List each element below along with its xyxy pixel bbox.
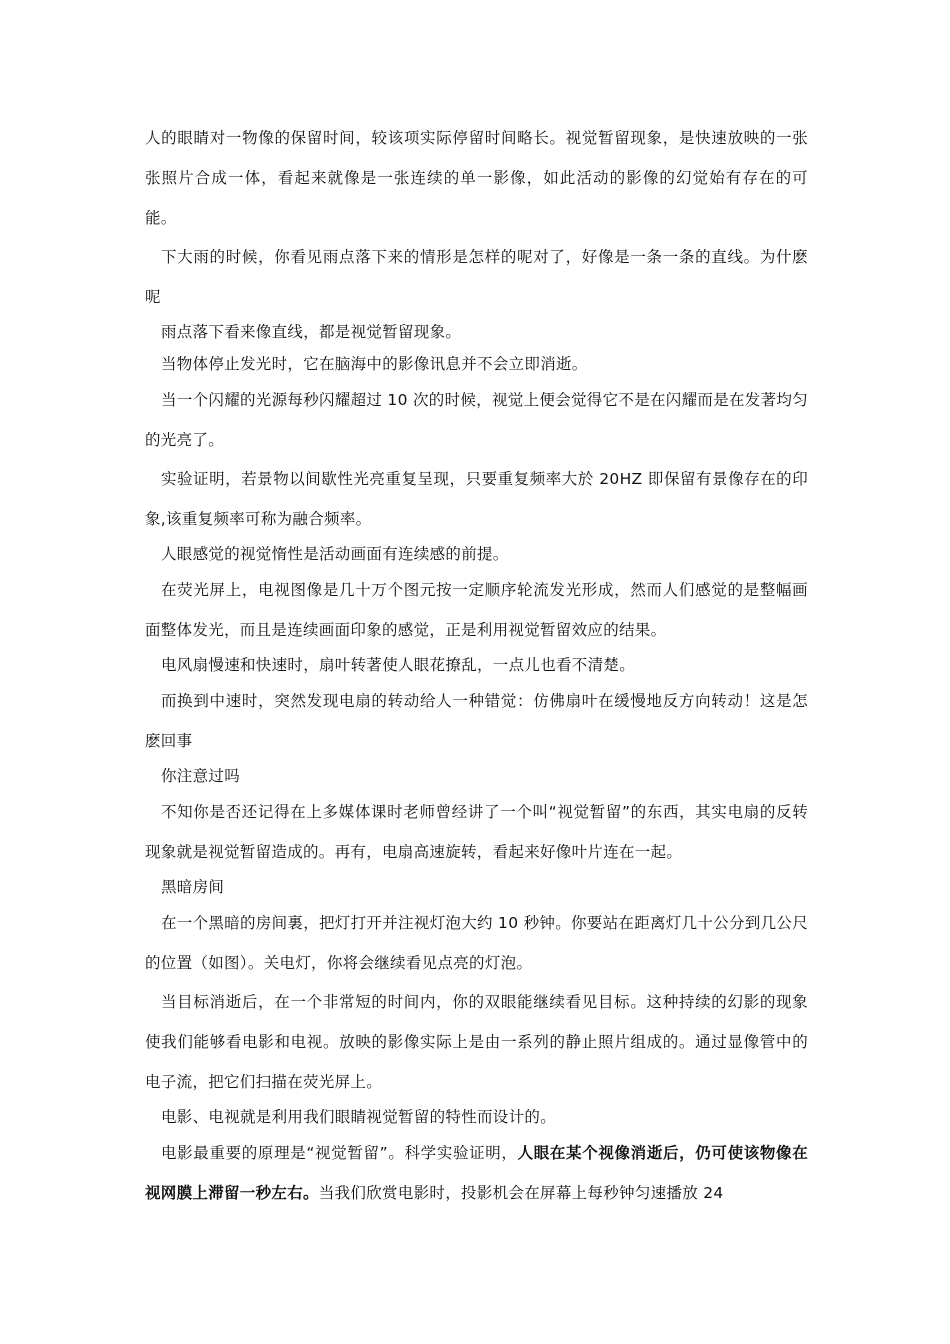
paragraph-17-part2: 当我们欣赏电影时，投影机会在屏幕上每秒钟匀速播放 24: [318, 1184, 724, 1202]
paragraph-12: 不知你是否还记得在上多媒体课时老师曾经讲了一个叫“视觉暂留”的东西，其实电扇的反转现象就是视觉暂留造成的。再有，电扇高速旋转，看起来好像叶片连在一起。: [145, 803, 808, 861]
paragraph-11: 你注意过吗: [161, 767, 241, 785]
paragraph-17: [145, 1133, 808, 1213]
paragraph-8: 在荧光屏上，电视图像是几十万个图元按一定顺序轮流发光形成，然而人们感觉的是整幅画面整体发光，而且是连续画面印象的感觉，正是利用视觉暂留效应的结果。: [145, 581, 808, 639]
paragraph-10: 而换到中速时，突然发现电扇的转动给人一种错觉：仿佛扇叶在缓慢地反方向转动！这是怎麽回事: [145, 692, 808, 750]
paragraph-14: 在一个黑暗的房间裏，把灯打开并注视灯泡大约 10 秒钟。你要站在距离灯几十公分到几公尺的位置（如图）。关电灯，你将会继续看见点亮的灯泡。: [145, 914, 808, 972]
paragraph-9: 电风扇慢速和快速时，扇叶转著使人眼花撩乱，一点儿也看不清楚。: [161, 656, 636, 674]
paragraph-4: 当物体停止发光时，它在脑海中的影像讯息并不会立即消逝。: [161, 355, 588, 373]
paragraph-13: 黑暗房间: [161, 878, 225, 896]
document-body: [145, 118, 808, 1212]
paragraph-6: 实验证明，若景物以间歇性光亮重复呈现，只要重复频率大於 20HZ 即保留有景像存在的印象,该重复频率可称为融合频率。: [145, 470, 808, 528]
paragraph-15: 当目标消逝后，在一个非常短的时间内，你的双眼能继续看见目标。这种持续的幻影的现象使我们能够看电影和电视。放映的影像实际上是由一系列的静止照片组成的。通过显像管中的电子流，把它们扫描在荧光屏上。: [145, 993, 808, 1091]
paragraph-7: 人眼感觉的视觉惰性是活动画面有连续感的前提。: [161, 545, 509, 563]
paragraph-5: 当一个闪耀的光源每秒闪耀超过 10 次的时候，视觉上便会觉得它不是在闪耀而是在发著均匀的光亮了。: [145, 391, 808, 449]
paragraph-16: 电影、电视就是利用我们眼睛视觉暂留的特性而设计的。: [161, 1108, 557, 1126]
paragraph-1: 人的眼睛对一物像的保留时间，较该项实际停留时间略长。视觉暂留现象，是快速放映的一张张照片合成一体，看起来就像是一张连续的单一影像，如此活动的影像的幻觉始有存在的可能。: [145, 129, 808, 227]
paragraph-2: 下大雨的时候，你看见雨点落下来的情形是怎样的呢对了，好像是一条一条的直线。为什麽呢: [145, 248, 808, 306]
paragraph-17-bold-text: 人眼在某个视像消逝后，仍可使该物像在视网膜上滞留一秒左右。: [145, 1144, 808, 1202]
paragraph-3: 雨点落下看来像直线，都是视觉暂留现象。: [161, 323, 462, 341]
paragraph-17-part1: 电影最重要的原理是“视觉暂留”。科学实验证明，: [161, 1144, 518, 1162]
